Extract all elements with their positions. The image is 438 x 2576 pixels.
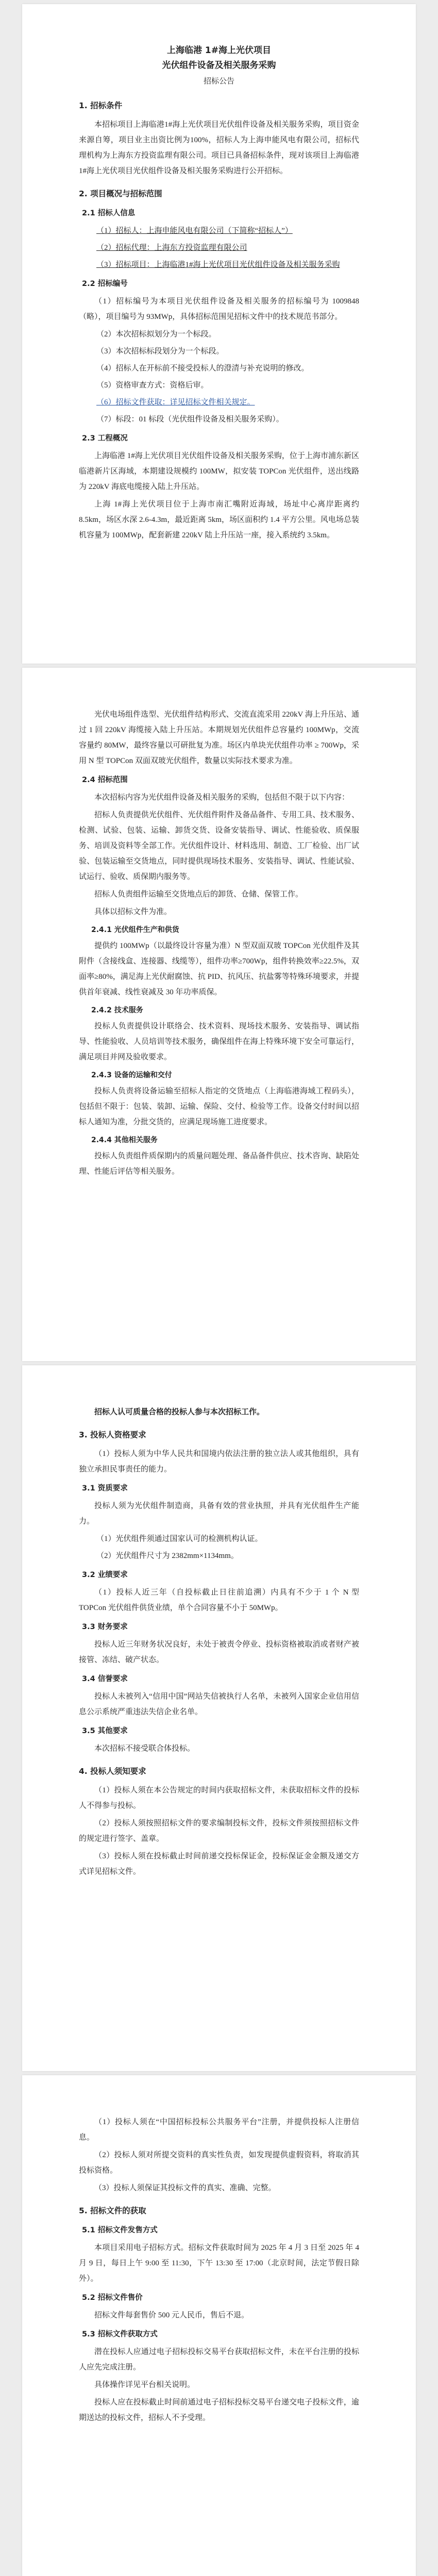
- paragraph: 投标人负责组件质保期内的质量问题处理、备品备件供应、技术咨询、缺陷处理、性能后评估等相关服务。: [79, 1152, 359, 1176]
- paragraph: （3）投标人须在投标截止时间前递交投标保证金，投标保证金金额及递交方式详见招标文件。: [79, 1852, 359, 1876]
- list-item: （2）招标代理：上海东方投资监理有限公司: [96, 243, 247, 252]
- paragraph: 提供约 100MWp（以最终设计容量为准）N 型双面双玻 TOPCon 光伏组件及其附件（含接线盒、连接器、线缆等），组件功率≥700Wp，组件转换效率≥22.5%，双面率≥80%，满足海上光伏耐腐蚀、抗 PID、抗风压、抗盐雾等特殊环境要求，并提供首年衰减、线性衰减及 30 年功率质保。: [79, 942, 359, 996]
- subsection-heading: 3.2 业绩要求: [82, 1571, 128, 1579]
- page-content: [79, 707, 359, 1181]
- subsection-heading: 3.1 资质要求: [82, 1484, 128, 1493]
- list-item: （2）本次招标拟划分为一个标段。: [96, 330, 216, 338]
- paragraph: 上海临港 1#海上光伏项目光伏组件设备及相关服务采购，位于上海市浦东新区临港新片区海域，本期建设规模约 100MW，拟安装 TOPCon 光伏组件，送出线路为 220kV 海底电缆接入陆上升压站。: [79, 451, 359, 491]
- section-heading: 1. 招标条件: [79, 100, 123, 110]
- subsubsection-heading: 2.4.1 光伏组件生产和供货: [91, 926, 179, 934]
- paragraph: 投标人须为光伏组件制造商，具备有效的营业执照，并具有光伏组件生产能力。: [79, 1502, 359, 1526]
- list-item: （3）本次招标标段划分为一个标段。: [96, 347, 224, 355]
- document-page-2: [22, 668, 416, 1361]
- paragraph: （3）投标人须保证其投标文件的真实、准确、完整。: [94, 2184, 276, 2192]
- list-item: （5）资格审查方式：资格后审。: [96, 381, 209, 389]
- subsection-heading: 2.3 工程概况: [82, 434, 128, 443]
- subsection-heading: 2.2 招标编号: [82, 279, 128, 288]
- list-item: （7）标段：01 标段（光伏组件设备及相关服务采购）。: [96, 415, 284, 423]
- paragraph: 招标人负责提供光伏组件、光伏组件附件及备品备件、专用工具、技术服务、检测、试验、包装、运输、卸货交货、设备安装指导、调试、性能验收、质保服务、培训及资料等全部工作。光伏组件设计、材料选用、制造、工厂检验、出厂试验、包装运输至交货地点，同时提供现场技术服务、安装指导、调试、性能试验、试运行、验收、质保期内服务等。: [79, 811, 359, 881]
- paragraph: （1）招标编号为本项目光伏组件设备及相关服务的招标编号为 1009848（略），项目编号为 93MWp，具体招标范围见招标文件中的技术规范书部分。: [79, 297, 359, 321]
- subsubsection-heading: 2.4.4 其他相关服务: [91, 1136, 158, 1144]
- subsubsection-heading: 2.4.3 设备的运输和交付: [91, 1071, 172, 1079]
- paragraph: 本次招标内容为光伏组件设备及相关服务的采购，包括但不限于以下内容：: [94, 793, 350, 802]
- paragraph: 上海 1#海上光伏项目位于上海市南汇嘴附近海域，场址中心离岸距离约 8.5km，场区水深 2.6-4.3m，最近距离 5km，场区面积约 1.4 平方公里。风电场总装机容量为 100MWp，配套新建 220kV 陆上升压站一座，接入系统约 3.5km。: [79, 500, 359, 539]
- subsection-heading: 2.4 招标范围: [82, 776, 128, 784]
- subsection-heading: 3.4 信誉要求: [82, 1675, 128, 1683]
- page-content: [79, 2114, 359, 2428]
- paragraph: 具体以招标文件为准。: [94, 908, 172, 916]
- paragraph: （1）投标人近三年（自投标截止日往前追溯）内具有不少于 1 个 N 型 TOPCon 光伏组件供货业绩，单个合同容量不小于 50MWp。: [79, 1588, 359, 1612]
- paragraph: 招标文件每套售价 500 元人民币，售后不退。: [94, 2311, 249, 2319]
- list-item: （1）招标人：上海申能风电有限公司（下简称“招标人”）: [96, 226, 293, 235]
- paragraph: 本项目采用电子招标方式。招标文件获取时间为 2025 年 4 月 3 日至 2025 年 4 月 9 日，每日上午 9:00 至 11:30，下午 13:30 至 17:00（北京时间，法定节假日除外）。: [79, 2244, 359, 2283]
- subsection-heading: 5.1 招标文件发售方式: [82, 2226, 158, 2234]
- section-heading: 4. 投标人须知要求: [79, 1767, 146, 1776]
- subsubsection-heading: 2.4.2 技术服务: [91, 1006, 143, 1014]
- paragraph: 本招标项目上海临港1#海上光伏项目光伏组件设备及相关服务采购，项目资金来源自筹，项目业主出资比例为100%，招标人为上海申能风电有限公司，招标代理机构为上海东方投资监理有限公司。项目已具备招标条件，现对该项目上海临港1#海上光伏项目光伏组件设备及相关服务采购进行公开招标。: [79, 120, 359, 175]
- paragraph: 潜在投标人应通过电子招标投标交易平台获取招标文件，未在平台注册的投标人应先完成注册。: [79, 2348, 359, 2371]
- document-page-1: [22, 4, 416, 664]
- paragraph: 投标人负责将设备运输至招标人指定的交货地点（上海临港海域工程码头），包括但不限于：包装、装卸、运输、保险、交付、检验等工作。设备交付时间以招标人通知为准，分批交货的，应满足现场施工进度要求。: [79, 1087, 359, 1126]
- paragraph: 投标人应在投标截止时间前通过电子招标投标交易平台递交电子投标文件，逾期送达的投标文件，招标人不予受理。: [79, 2398, 359, 2422]
- document-page-3: [22, 1365, 416, 2071]
- list-item: （4）招标人在开标前不接受投标人的澄清与补充说明的修改。: [96, 364, 309, 372]
- document-page-4: [22, 2075, 416, 2576]
- paragraph: 投标人近三年财务状况良好，未处于被责令停业、投标资格被取消或者财产被接管、冻结、破产状态。: [79, 1640, 359, 1664]
- section-heading: 3. 投标人资格要求: [79, 1430, 146, 1439]
- subsection-heading: 2.1 招标人信息: [82, 209, 136, 217]
- paragraph: 本次招标不接受联合体投标。: [94, 1744, 195, 1753]
- paragraph: 投标人负责提供设计联络会、技术资料、现场技术服务、安装指导、调试指导、性能验收、人员培训等技术服务，确保组件在海上特殊环境下安全可靠运行，满足项目并网及验收要求。: [79, 1022, 359, 1061]
- section-heading: 5. 招标文件的获取: [79, 2206, 146, 2215]
- paragraph: 光伏电场组件选型、光伏组件结构形式、交流直流采用 220kV 海上升压站、通过 1 回 220kV 海缆接入陆上升压站。本期规划光伏组件总容量约 100MWp，交流容量约 80MW，最终容量以可研批复为准。场区内单块光伏组件功率 ≥ 700Wp，采用 N 型 TOPCon 双面双玻光伏组件，数量以实际技术要求为准。: [79, 710, 359, 765]
- paragraph: （1）投标人须为中华人民共和国境内依法注册的独立法人或其他组织，具有独立承担民事责任的能力。: [79, 1450, 359, 1473]
- list-item: （1）光伏组件须通过国家认可的检测机构认证。: [96, 1535, 263, 1543]
- paragraph: （1）投标人须在本公告规定的时间内获取招标文件，未获取招标文件的投标人不得参与投标。: [79, 1786, 359, 1810]
- paragraph: 招标人负责组件运输至交货地点后的卸货、仓储、保管工作。: [94, 890, 304, 899]
- section-heading: 2. 项目概况与招标范围: [79, 189, 162, 198]
- subsection-heading: 5.2 招标文件售价: [82, 2294, 143, 2302]
- paragraph: （2）投标人须对所提交资料的真实性负责，如发现提供虚假资料，将取消其投标资格。: [79, 2151, 359, 2175]
- subsection-heading: 5.3 招标文件获取方式: [82, 2330, 158, 2338]
- list-item: （6）招标文件获取：详见招标文件相关规定。: [96, 398, 255, 406]
- document-title-line2: 光伏组件设备及相关服务采购: [162, 60, 276, 71]
- list-item: （3）招标项目：上海临港1#海上光伏项目光伏组件设备及相关服务采购: [96, 260, 340, 269]
- subsection-heading: 3.5 其他要求: [82, 1727, 128, 1735]
- document-subtitle: 招标公告: [203, 76, 234, 86]
- paragraph: （1）投标人须在“中国招标投标公共服务平台”注册，并提供投标人注册信息。: [79, 2118, 359, 2142]
- document-title: 上海临港 1#海上光伏项目: [167, 45, 271, 56]
- subsection-heading: 3.3 财务要求: [82, 1623, 128, 1631]
- paragraph: （2）投标人须按照招标文件的要求编制投标文件，投标文件须按照招标文件的规定进行签字、盖章。: [79, 1819, 359, 1843]
- paragraph: 招标人认可质量合格的投标人参与本次招标工作。: [94, 1408, 265, 1416]
- page-content: [79, 1404, 359, 1882]
- list-item: （2）光伏组件尺寸为 2382mm×1134mm。: [96, 1552, 239, 1560]
- paragraph: 投标人未被列入“信用中国”网站失信被执行人名单，未被列入国家企业信用信息公示系统严重违法失信企业名单。: [79, 1692, 359, 1716]
- page-content: [79, 43, 359, 545]
- paragraph: 具体操作详见平台相关说明。: [94, 2381, 195, 2389]
